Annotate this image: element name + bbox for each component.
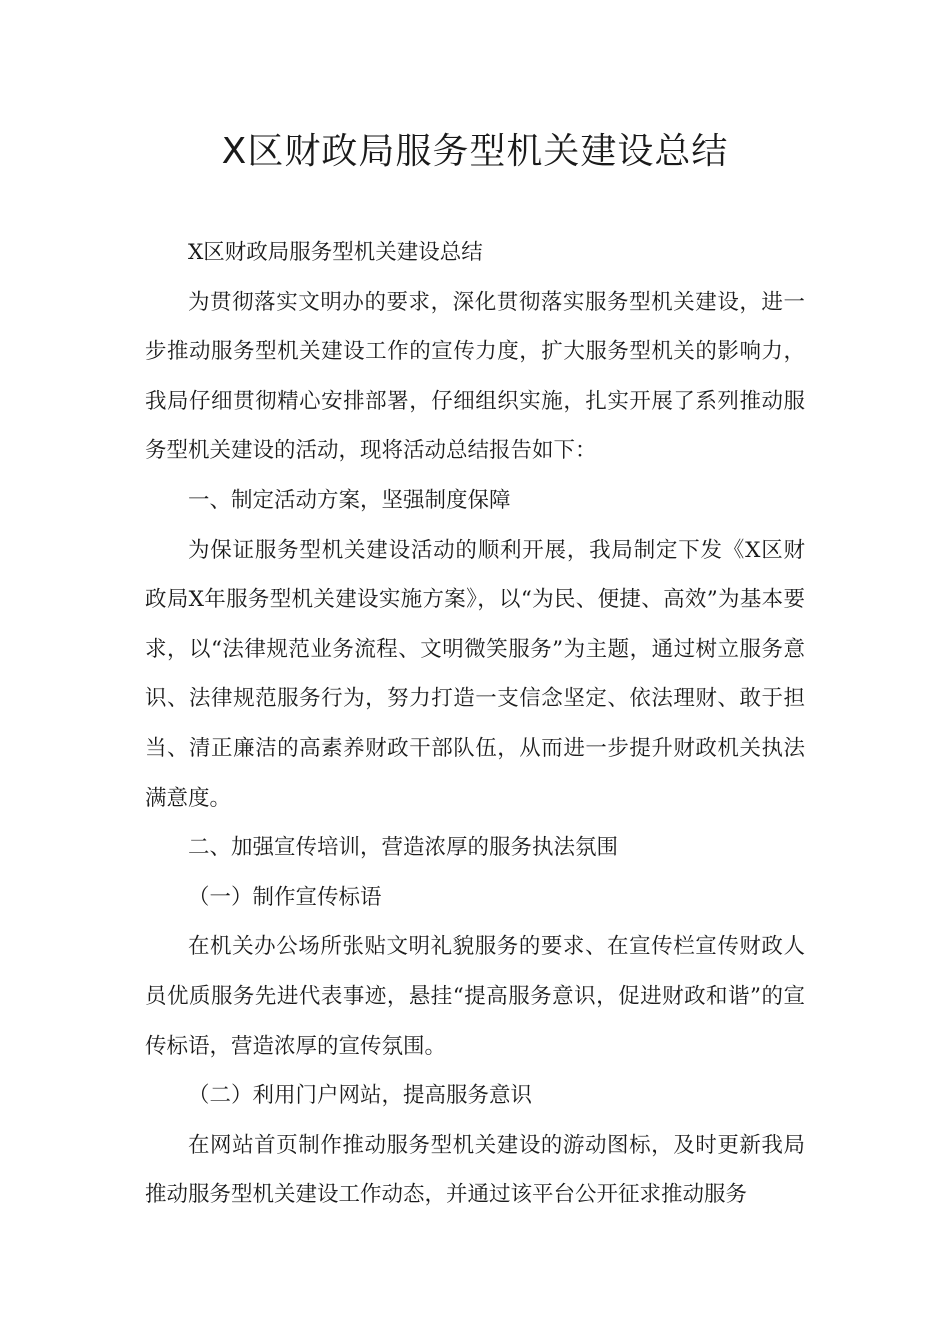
heading-section-2: 二、加强宣传培训，营造浓厚的服务执法氛围 [188, 835, 619, 861]
paragraph-intro: 为贯彻落实文明办的要求，深化贯彻落实服务型机关建设，进一步推动服务型机关建设工作的宣传力度，扩大服务型机关的影响力，我局仔细贯彻精心安排部署，仔细组织实施，扎实开展了系列推动服务型机关建设的活动，现将活动总结报告如下： [145, 289, 805, 464]
paragraph-subsection-1: 在机关办公场所张贴文明礼貌服务的要求、在宣传栏宣传财政人员优质服务先进代表事迹，悬挂“提高服务意识，促进财政和谐”的宣传标语，营造浓厚的宣传氛围。 [145, 934, 805, 1059]
heading-section-1: 一、制定活动方案，坚强制度保障 [188, 487, 511, 513]
heading-subsection-2: （二）利用门户网站，提高服务意识 [188, 1083, 533, 1109]
paragraph-subsection-2: 在网站首页制作推动服务型机关建设的游动图标，及时更新我局推动服务型机关建设工作动态，并通过该平台公开征求推动服务 [145, 1132, 805, 1208]
document-title: X区财政局服务型机关建设总结 [221, 131, 729, 172]
paragraph-section-1: 为保证服务型机关建设活动的顺利开展，我局制定下发《X区财政局X年服务型机关建设实施方案》，以“为民、便捷、高效”为基本要求，以“法律规范业务流程、文明微笑服务”为主题，通过树立服务意识、法律规范服务行为，努力打造一支信念坚定、依法理财、敢于担当、清正廉洁的高素养财政干部队伍，从而进一步提升财政机关执法满意度。 [145, 537, 805, 811]
paragraph-subtitle: X区财政局服务型机关建设总结 [188, 240, 483, 265]
document-body [145, 228, 805, 1220]
heading-subsection-1: （一）制作宣传标语 [188, 884, 382, 910]
